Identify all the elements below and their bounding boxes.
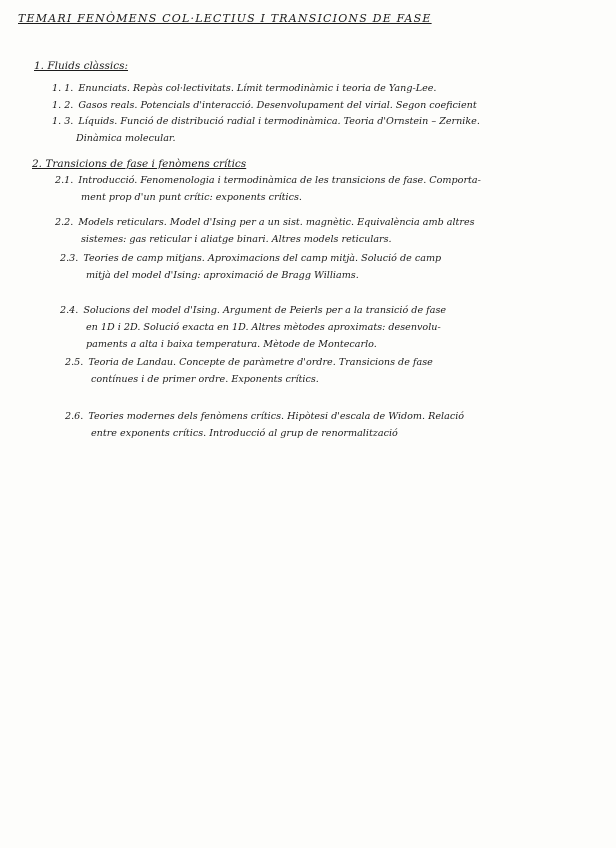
topic-number: 1. 3. xyxy=(52,116,74,127)
topic-item-1-1 xyxy=(52,80,437,97)
topic-text: Models reticulars. Model d'Ising per a un sist. magnètic. Equivalència amb altres xyxy=(78,217,475,228)
topic-text: Teories de camp mitjans. Aproximacions del camp mitjà. Solució de camp xyxy=(83,253,442,264)
topic-text-continued: contínues i de primer ordre. Exponents crítics. xyxy=(91,374,319,385)
topic-text: Líquids. Funció de distribució radial i termodinàmica. Teoria d'Ornstein – Zernike. xyxy=(78,116,480,127)
topic-text-continued: ment prop d'un punt crític: exponents crítics. xyxy=(81,192,302,203)
topic-text-continued: mitjà del model d'Ising: aproximació de Bragg Williams. xyxy=(86,270,359,281)
topic-item-2-6 xyxy=(65,408,464,442)
topic-text: Enunciats. Repàs col·lectivitats. Límit termodinàmic i teoria de Yang-Lee. xyxy=(78,83,437,94)
topic-text-continued: Dinàmica molecular. xyxy=(76,133,176,144)
topic-number: 2.4. xyxy=(60,305,79,316)
topic-item-2-4 xyxy=(60,302,446,353)
topic-text: Gasos reals. Potencials d'interacció. Desenvolupament del virial. Segon coeficient xyxy=(78,100,477,111)
topic-number: 2.3. xyxy=(60,253,79,264)
section-heading-fluids: 1. Fluids clàssics: xyxy=(34,60,129,72)
topic-number: 2.5. xyxy=(65,357,84,368)
topic-text-continued: sistemes: gas reticular i aliatge binari. Altres models reticulars. xyxy=(81,234,392,245)
topic-number: 2.2. xyxy=(55,217,74,228)
topic-number: 1. 2. xyxy=(52,100,74,111)
topic-number: 1. 1. xyxy=(52,83,74,94)
section-heading-phase-transitions: 2. Transicions de fase i fenòmens crítics xyxy=(32,158,247,170)
topic-item-2-3 xyxy=(60,250,441,284)
topic-item-1-2 xyxy=(52,97,477,114)
topic-text: Introducció. Fenomenologia i termodinàmica de les transicions de fase. Comporta- xyxy=(78,175,481,186)
topic-item-2-2 xyxy=(55,214,475,248)
topic-text: Teories modernes dels fenòmens crítics. Hipòtesi d'escala de Widom. Relació xyxy=(88,411,465,422)
topic-text-continued: entre exponents crítics. Introducció al grup de renormalització xyxy=(91,428,398,439)
topic-text: Solucions del model d'Ising. Argument de Peierls per a la transició de fase xyxy=(83,305,447,316)
topic-item-2-5 xyxy=(65,354,433,388)
topic-text-continued: en 1D i 2D. Solució exacta en 1D. Altres mètodes aproximats: desenvolu- xyxy=(86,322,441,333)
topic-item-2-1 xyxy=(55,172,481,206)
topic-number: 2.1. xyxy=(55,175,74,186)
topic-text-continued: paments a alta i baixa temperatura. Mètode de Montecarlo. xyxy=(86,339,377,350)
topic-number: 2.6. xyxy=(65,411,84,422)
topic-item-1-3 xyxy=(52,113,480,147)
topic-text: Teoria de Landau. Concepte de paràmetre d'ordre. Transicions de fase xyxy=(88,357,433,368)
page-title: TEMARI FENÒMENS COL·LECTIUS I TRANSICIONS DE FASE xyxy=(18,12,432,25)
